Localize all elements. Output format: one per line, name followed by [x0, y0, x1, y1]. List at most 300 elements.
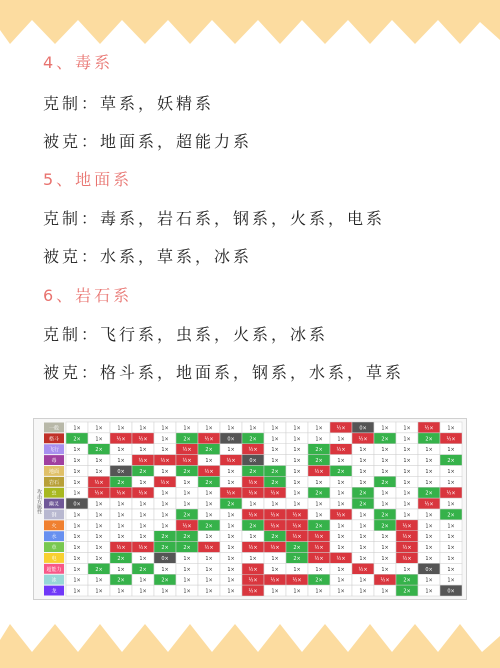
table-cell-value: ½× [314, 534, 324, 541]
table-cell-value: ½× [402, 523, 412, 530]
table-cell-value: 2× [447, 458, 455, 465]
table-cell-value: 1× [293, 436, 301, 443]
table-cell-value: 1× [161, 501, 169, 508]
table-cell-value: 1× [139, 447, 147, 454]
table-cell-value: 1× [403, 501, 411, 508]
section-heading-ground: 5、地面系 [43, 170, 133, 189]
table-cell-value: 1× [161, 436, 169, 443]
table-cell-value: 1× [293, 458, 301, 465]
table-cell-value: 2× [403, 588, 411, 595]
table-cell-value: 1× [161, 425, 169, 432]
table-cell-value: 1× [315, 425, 323, 432]
table-cell-value: ½× [204, 468, 214, 475]
table-cell-value: 1× [139, 425, 147, 432]
table-cell-value: 1× [205, 425, 213, 432]
table-cell-value: 1× [73, 534, 81, 541]
table-cell-value: 1× [337, 436, 345, 443]
table-cell-value: 2× [315, 577, 323, 584]
table-cell-value: 1× [249, 534, 257, 541]
table-cell-value: 1× [337, 490, 345, 497]
table-cell-value: 1× [205, 512, 213, 519]
table-cell-value: 1× [227, 588, 235, 595]
table-cell-value: 2× [183, 436, 191, 443]
table-cell-value: 2× [271, 534, 279, 541]
table-cell-value: 1× [447, 534, 455, 541]
table-cell-value: 1× [425, 545, 433, 552]
table-cell-value: ½× [248, 490, 258, 497]
table-cell-value: ½× [248, 577, 258, 584]
table-cell-value: 2× [249, 468, 257, 475]
table-cell-value: ½× [138, 490, 148, 497]
table-cell-value: 2× [293, 545, 301, 552]
table-cell-value: 1× [139, 534, 147, 541]
table-cell-value: 2× [205, 479, 213, 486]
table-cell-value: 1× [227, 425, 235, 432]
table-cell-value: 1× [161, 523, 169, 530]
table-cell-value: 2× [183, 534, 191, 541]
table-cell-value: 1× [425, 534, 433, 541]
table-cell-value: 1× [117, 588, 125, 595]
table-cell-value: 1× [227, 523, 235, 530]
type-label-text: 虫 [51, 490, 57, 497]
table-cell-value: 2× [249, 523, 257, 530]
table-cell-value: 1× [425, 479, 433, 486]
table-cell-value: 1× [227, 512, 235, 519]
table-cell-value: 1× [403, 479, 411, 486]
table-cell-value: 0× [447, 588, 455, 595]
table-cell-value: ½× [336, 447, 346, 454]
table-cell-value: ½× [292, 523, 302, 530]
table-cell-value: ½× [270, 490, 280, 497]
table-cell-value: 2× [139, 566, 147, 573]
table-cell-value: ½× [160, 458, 170, 465]
table-cell-value: 1× [73, 566, 81, 573]
table-cell-value: 1× [73, 555, 81, 562]
table-cell-value: 1× [205, 566, 213, 573]
table-cell-value: ½× [248, 447, 258, 454]
table-cell-value: 2× [227, 501, 235, 508]
table-cell-value: 1× [227, 555, 235, 562]
table-cell-value: 1× [359, 545, 367, 552]
table-cell-value: 2× [447, 512, 455, 519]
table-cell-value: 1× [447, 425, 455, 432]
table-cell-value: 1× [161, 468, 169, 475]
poison-weak-to: 被克：地面系，超能力系 [43, 132, 253, 151]
table-cell-value: 2× [73, 436, 81, 443]
table-cell-value: 1× [73, 490, 81, 497]
section-heading-rock: 6、岩石系 [43, 286, 133, 305]
table-cell-value: 1× [95, 588, 103, 595]
table-cell-value: 1× [425, 588, 433, 595]
type-chart-image [33, 418, 467, 600]
table-cell-value: 1× [95, 577, 103, 584]
table-cell-value: 2× [95, 447, 103, 454]
table-cell-value: ½× [336, 425, 346, 432]
table-cell-value: 1× [381, 588, 389, 595]
table-cell-value: 2× [337, 468, 345, 475]
table-cell-value: 2× [381, 512, 389, 519]
table-cell-value: 1× [95, 512, 103, 519]
table-cell-value: 1× [337, 588, 345, 595]
table-cell-value: 1× [139, 479, 147, 486]
table-cell-value: 1× [183, 490, 191, 497]
table-cell-value: 1× [95, 458, 103, 465]
poison-counters: 克制：草系，妖精系 [43, 94, 215, 113]
table-cell-value: 1× [447, 523, 455, 530]
table-cell-value: 2× [95, 566, 103, 573]
table-cell-value: 1× [403, 566, 411, 573]
table-cell-value: 1× [381, 566, 389, 573]
table-cell-value: 2× [139, 468, 147, 475]
table-cell-value: ½× [358, 566, 368, 573]
table-cell-value: 1× [381, 534, 389, 541]
table-cell-value: 2× [425, 490, 433, 497]
table-cell-value: 1× [271, 425, 279, 432]
table-cell-value: ½× [248, 566, 258, 573]
table-cell-value: 1× [381, 458, 389, 465]
table-cell-value: 1× [205, 490, 213, 497]
table-cell-value: 2× [381, 436, 389, 443]
table-cell-value: 1× [271, 436, 279, 443]
table-cell-value: 1× [249, 555, 257, 562]
table-cell-value: 1× [359, 458, 367, 465]
table-cell-value: 1× [95, 555, 103, 562]
table-cell-value: 1× [271, 447, 279, 454]
table-cell-value: 1× [425, 523, 433, 530]
table-cell-value: 1× [205, 501, 213, 508]
table-cell-value: 2× [359, 490, 367, 497]
table-cell-value: ½× [248, 545, 258, 552]
table-cell-value: 1× [73, 425, 81, 432]
table-cell-value: ½× [138, 436, 148, 443]
type-label-text: 毒 [51, 458, 57, 465]
table-cell-value: 1× [227, 577, 235, 584]
table-cell-value: 1× [381, 501, 389, 508]
table-cell-value: 1× [403, 447, 411, 454]
table-cell-value: 1× [359, 512, 367, 519]
table-cell-value: 1× [315, 501, 323, 508]
table-cell-value: 1× [425, 458, 433, 465]
table-cell-value: ½× [248, 588, 258, 595]
table-cell-value: 1× [315, 588, 323, 595]
type-label-text: 火 [51, 523, 57, 530]
table-cell-value: 2× [359, 501, 367, 508]
table-cell-value: 1× [183, 501, 191, 508]
table-cell-value: 1× [381, 545, 389, 552]
table-cell-value: 1× [315, 479, 323, 486]
table-cell-value: 2× [271, 468, 279, 475]
table-cell-value: 1× [315, 512, 323, 519]
table-cell-value: 1× [337, 577, 345, 584]
table-cell-value: 1× [73, 523, 81, 530]
table-cell-value: 1× [271, 588, 279, 595]
table-cell-value: 1× [183, 588, 191, 595]
table-cell-value: 1× [381, 490, 389, 497]
table-cell-value: ½× [402, 545, 412, 552]
table-cell-value: 1× [337, 501, 345, 508]
table-cell-value: 1× [227, 447, 235, 454]
table-cell-value: 1× [161, 447, 169, 454]
table-cell-value: 1× [205, 534, 213, 541]
table-cell-value: 1× [315, 566, 323, 573]
table-cell-value: 1× [447, 577, 455, 584]
table-cell-value: 1× [271, 566, 279, 573]
table-cell-value: ½× [358, 436, 368, 443]
table-cell-value: ½× [292, 534, 302, 541]
table-cell-value: 1× [183, 555, 191, 562]
table-cell-value: ½× [160, 479, 170, 486]
table-cell-value: 1× [271, 555, 279, 562]
table-cell-value: ½× [204, 436, 214, 443]
type-effectiveness-table [34, 419, 466, 599]
table-cell-value: ½× [292, 577, 302, 584]
table-cell-value: 2× [205, 523, 213, 530]
table-cell-value: 1× [447, 555, 455, 562]
table-cell-value: 1× [293, 447, 301, 454]
table-cell-value: ½× [446, 490, 456, 497]
table-cell-value: 1× [337, 479, 345, 486]
table-cell-value: 1× [447, 447, 455, 454]
table-cell-value: 1× [447, 479, 455, 486]
table-cell-value: 1× [293, 566, 301, 573]
table-cell-value: 1× [117, 458, 125, 465]
table-cell-value: 2× [161, 577, 169, 584]
table-cell-value: 1× [403, 512, 411, 519]
table-cell-value: 2× [271, 479, 279, 486]
table-cell-value: ½× [138, 545, 148, 552]
table-cell-value: ½× [270, 512, 280, 519]
table-cell-value: 1× [73, 468, 81, 475]
type-label-text: 格斗 [48, 436, 60, 443]
table-cell-value: 1× [205, 555, 213, 562]
table-cell-value: ½× [424, 501, 434, 508]
table-cell-value: 1× [73, 577, 81, 584]
table-cell-value: 1× [359, 534, 367, 541]
type-label-text: 一般 [48, 425, 60, 432]
table-cell-value: 1× [447, 501, 455, 508]
table-cell-value: 0× [249, 458, 257, 465]
type-label-text: 岩石 [48, 479, 60, 486]
table-cell-value: 0× [117, 468, 125, 475]
table-cell-value: ½× [402, 534, 412, 541]
table-cell-value: 1× [381, 425, 389, 432]
table-cell-value: 1× [227, 534, 235, 541]
table-cell-value: 1× [183, 566, 191, 573]
table-cell-value: 1× [73, 545, 81, 552]
table-cell-value: 1× [293, 479, 301, 486]
table-cell-value: 1× [161, 490, 169, 497]
table-cell-value: 1× [117, 425, 125, 432]
table-cell-value: 1× [271, 501, 279, 508]
table-cell-value: ½× [270, 523, 280, 530]
type-label-text: 龙 [51, 588, 57, 595]
table-cell-value: 2× [161, 534, 169, 541]
table-cell-value: 1× [95, 501, 103, 508]
table-cell-value: ½× [292, 512, 302, 519]
table-cell-value: 1× [337, 534, 345, 541]
table-cell-value: ½× [336, 512, 346, 519]
table-cell-value: 2× [403, 577, 411, 584]
type-label-text: 电 [51, 555, 57, 562]
table-cell-value: 0× [359, 425, 367, 432]
type-label-text: 超能力 [46, 566, 62, 573]
ground-counters: 克制：毒系，岩石系，钢系，火系，电系 [43, 209, 386, 228]
table-cell-value: 1× [117, 501, 125, 508]
table-cell-value: ½× [182, 523, 192, 530]
table-cell-value: 1× [447, 566, 455, 573]
table-cell-value: 1× [227, 566, 235, 573]
table-cell-value: 1× [337, 458, 345, 465]
table-cell-value: 1× [139, 523, 147, 530]
table-cell-value: ½× [182, 458, 192, 465]
table-cell-value: 2× [249, 436, 257, 443]
table-cell-value: 1× [183, 577, 191, 584]
table-cell-value: 1× [73, 512, 81, 519]
table-cell-value: 1× [95, 545, 103, 552]
table-cell-value: 1× [227, 479, 235, 486]
table-cell-value: 1× [315, 436, 323, 443]
table-cell-value: ½× [248, 512, 258, 519]
rock-weak-to: 被克：格斗系，地面系，钢系，水系，草系 [43, 363, 405, 382]
table-cell-value: 1× [381, 555, 389, 562]
table-cell-value: 2× [315, 490, 323, 497]
table-cell-value: 1× [359, 555, 367, 562]
table-cell-value: 1× [425, 512, 433, 519]
table-cell-value: 1× [117, 512, 125, 519]
table-cell-value: 1× [359, 479, 367, 486]
type-label-text: 水 [51, 534, 57, 541]
table-cell-value: 1× [227, 545, 235, 552]
table-cell-value: 1× [95, 523, 103, 530]
type-label-text: 地面 [48, 468, 60, 475]
table-cell-value: 1× [293, 501, 301, 508]
table-cell-value: 1× [117, 566, 125, 573]
table-cell-value: 1× [95, 468, 103, 475]
table-cell-value: 0× [161, 555, 169, 562]
table-cell-value: 2× [315, 523, 323, 530]
table-cell-value: 1× [249, 425, 257, 432]
table-cell-value: ½× [116, 545, 126, 552]
table-cell-value: 1× [359, 588, 367, 595]
table-cell-value: 1× [139, 555, 147, 562]
table-cell-value: 0× [73, 501, 81, 508]
table-cell-value: 1× [95, 425, 103, 432]
table-cell-value: 1× [73, 479, 81, 486]
table-cell-value: 1× [117, 447, 125, 454]
table-cell-value: 1× [95, 436, 103, 443]
table-cell-value: 1× [117, 523, 125, 530]
table-cell-value: 2× [117, 555, 125, 562]
table-cell-value: 1× [425, 468, 433, 475]
table-cell-value: 1× [403, 425, 411, 432]
table-cell-value: 2× [183, 512, 191, 519]
table-cell-value: 1× [183, 425, 191, 432]
table-cell-value: 1× [293, 490, 301, 497]
type-label-text: 钢 [51, 512, 57, 519]
table-cell-value: 1× [139, 512, 147, 519]
table-cell-value: 1× [425, 555, 433, 562]
table-cell-value: 1× [425, 577, 433, 584]
table-cell-value: 1× [139, 577, 147, 584]
table-cell-value: 2× [117, 479, 125, 486]
attacker-axis-label: 攻击方属性 [36, 489, 42, 514]
table-cell-value: 1× [73, 447, 81, 454]
table-cell-value: ½× [138, 458, 148, 465]
table-cell-value: 1× [403, 490, 411, 497]
table-cell-value: ½× [226, 490, 236, 497]
rock-counters: 克制：飞行系，虫系，火系，冰系 [43, 325, 329, 344]
table-cell-value: 2× [293, 555, 301, 562]
table-cell-value: 2× [183, 545, 191, 552]
table-cell-value: 1× [337, 566, 345, 573]
table-cell-value: 1× [227, 468, 235, 475]
table-cell-value: 1× [403, 458, 411, 465]
table-cell-value: 1× [403, 436, 411, 443]
table-cell-value: ½× [94, 479, 104, 486]
table-cell-value: 1× [271, 458, 279, 465]
table-cell-value: 1× [161, 566, 169, 573]
table-cell-value: 2× [315, 458, 323, 465]
type-label-text: 飞行 [48, 447, 60, 454]
table-cell-value: 1× [359, 447, 367, 454]
table-cell-value: 1× [95, 534, 103, 541]
table-cell-value: ½× [380, 577, 390, 584]
table-cell-value: ½× [182, 447, 192, 454]
table-cell-value: 2× [315, 447, 323, 454]
table-cell-value: 1× [447, 468, 455, 475]
table-cell-value: 1× [337, 545, 345, 552]
type-label-text: 冰 [51, 577, 57, 584]
table-cell-value: ½× [314, 468, 324, 475]
table-cell-value: 1× [249, 501, 257, 508]
table-cell-value: 1× [139, 501, 147, 508]
table-cell-value: ½× [314, 545, 324, 552]
table-cell-value: ½× [270, 545, 280, 552]
table-cell-value: 0× [227, 436, 235, 443]
type-label-text: 草 [51, 545, 57, 552]
table-cell-value: 2× [425, 436, 433, 443]
table-cell-value: 1× [205, 458, 213, 465]
table-cell-value: 1× [139, 588, 147, 595]
ground-weak-to: 被克：水系，草系，冰系 [43, 247, 253, 266]
table-cell-value: 1× [381, 468, 389, 475]
table-cell-value: 1× [403, 468, 411, 475]
table-cell-value: 1× [205, 577, 213, 584]
table-cell-value: 1× [73, 458, 81, 465]
table-cell-value: 1× [359, 523, 367, 530]
table-cell-value: ½× [248, 479, 258, 486]
table-cell-value: ½× [446, 436, 456, 443]
table-cell-value: 1× [117, 534, 125, 541]
table-cell-value: 1× [183, 479, 191, 486]
table-cell-value: ½× [336, 555, 346, 562]
table-cell-value: ½× [204, 545, 214, 552]
table-cell-value: 1× [337, 523, 345, 530]
table-cell-value: 2× [381, 479, 389, 486]
table-cell-value: 1× [73, 588, 81, 595]
table-cell-value: 2× [117, 577, 125, 584]
table-cell-value: 1× [447, 545, 455, 552]
table-cell-value: 1× [293, 588, 301, 595]
table-cell-value: 1× [359, 577, 367, 584]
table-cell-value: ½× [314, 555, 324, 562]
table-cell-value: 2× [183, 468, 191, 475]
type-label-text: 幽灵 [48, 501, 60, 508]
table-cell-value: 1× [293, 468, 301, 475]
table-cell-value: ½× [270, 577, 280, 584]
table-cell-value: ½× [424, 425, 434, 432]
table-cell-value: 1× [293, 425, 301, 432]
